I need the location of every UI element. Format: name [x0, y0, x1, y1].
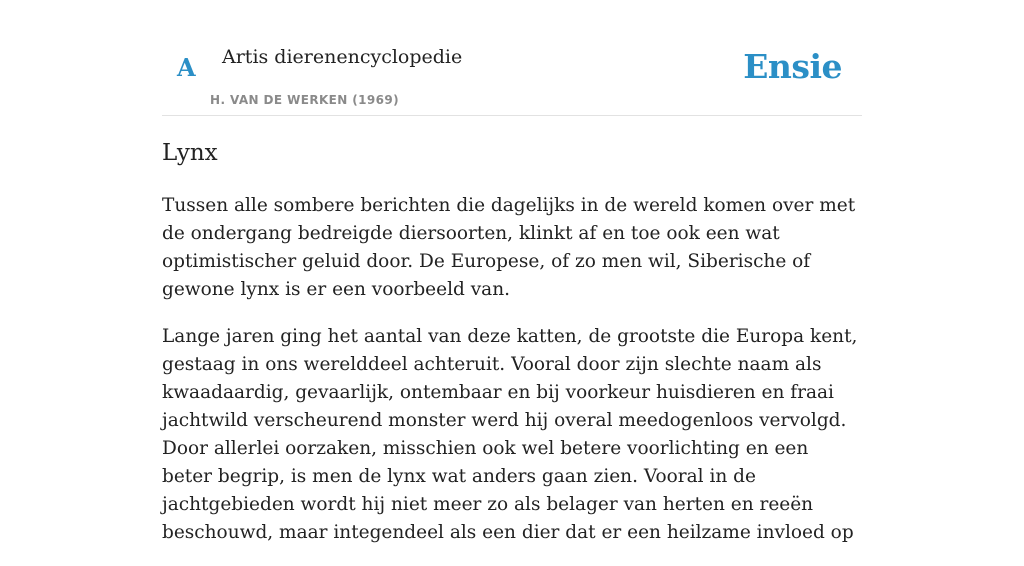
source-author: H. VAN DE WERKEN (1969): [210, 93, 400, 107]
source-letter-icon[interactable]: A: [177, 53, 196, 82]
page-container: [162, 0, 862, 543]
source-title-link[interactable]: Artis dierenencyclopedie: [222, 46, 463, 68]
article-paragraph: Lange jaren ging het aantal van deze katten, de grootste die Europa kent, gestaag in ons werelddeel achteruit. Vooral door zijn slechte naam als kwaadaardig, gevaarlijk, ontembaar en bij voorkeur huisdieren en fraai jachtwild verscheurend monster werd hij overal meedogenloos vervolgd. Door allerlei oorzaken, misschien ook wel betere voorlichting en een beter begrip, is men de lynx wat anders gaan zien. Vooral in de jachtgebieden wordt hij niet meer zo als belager van herten en reeën beschouwd, maar integendeel als een dier dat er een heilzame invloed op: [162, 326, 858, 543]
ensie-logo[interactable]: Ensie: [743, 47, 842, 86]
article-paragraph: Tussen alle sombere berichten die dagelijks in de wereld komen over met de ondergang bedreigde diersoorten, klinkt af en toe ook een wat optimistischer geluid door. De Europese, of zo men wil, Siberische of gewone lynx is er een voorbeeld van.: [162, 195, 856, 300]
source-header: [162, 0, 862, 116]
entry-title: Lynx: [162, 140, 218, 166]
article-body: [162, 192, 862, 566]
